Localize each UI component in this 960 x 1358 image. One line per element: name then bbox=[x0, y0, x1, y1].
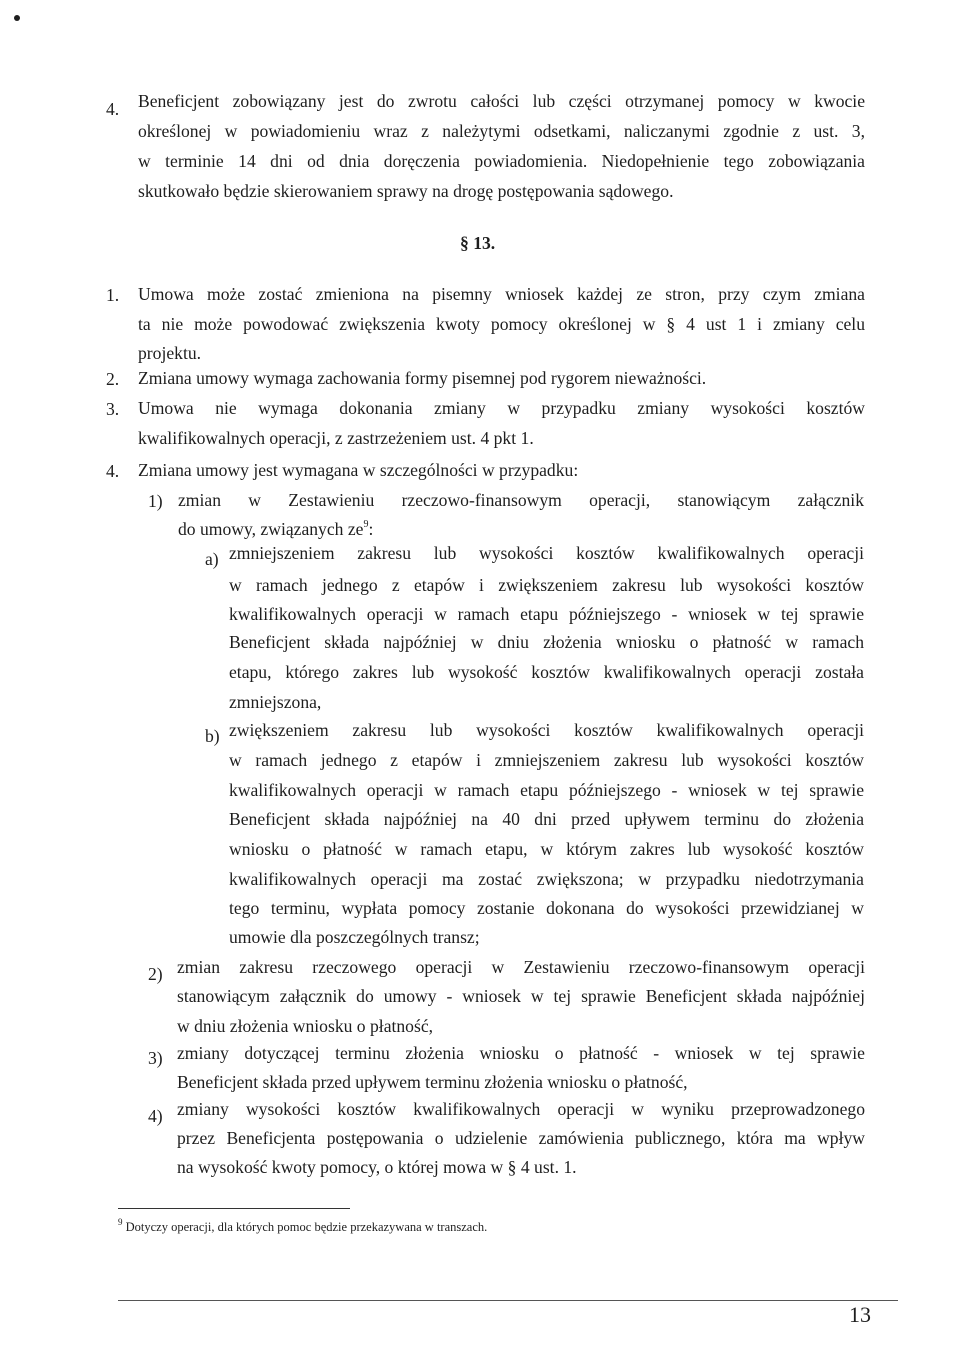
footnote-mark: 9 bbox=[118, 1216, 123, 1227]
section-heading: § 13. bbox=[460, 233, 496, 253]
paragraph-number: 4. bbox=[106, 461, 120, 481]
footnote-ref: 9 bbox=[363, 519, 369, 531]
text-line: zmiany dotyczącej terminu złożenia wniosku o płatność - wniosek w tej sprawie bbox=[177, 1043, 865, 1063]
text-line: zmiany wysokości kosztów kwalifikowalnych operacji w wyniku przeprowadzonego bbox=[177, 1099, 865, 1119]
page-footer-rule bbox=[118, 1300, 898, 1301]
text-line: kwalifikowalnych operacji ma zostać zwiększona; w przypadku niedotrzymania bbox=[229, 869, 864, 889]
footnote-text: Dotyczy operacji, dla których pomoc będzie przekazywana w transzach. bbox=[125, 1220, 488, 1234]
text-line: projektu. bbox=[138, 343, 202, 363]
text-span: do umowy, związanych ze bbox=[178, 519, 364, 539]
paragraph-number: 2. bbox=[106, 369, 120, 389]
text-line: Zmiana umowy wymaga zachowania formy pisemnej pod rygorem nieważności. bbox=[138, 368, 707, 388]
text-line: Beneficjent zobowiązany jest do zwrotu całości lub części otrzymanej pomocy w kwocie bbox=[138, 91, 865, 111]
text-line: w terminie 14 dni od dnia doręczenia powiadomienia. Niedopełnienie tego zobowiązania bbox=[138, 151, 865, 171]
text-line: zmniejszeniem zakresu lub wysokości kosztów kwalifikowalnych operacji bbox=[229, 543, 864, 563]
text-line: wniosku o płatność w ramach etapu, w którym zakres lub wysokość kosztów bbox=[229, 839, 864, 859]
text-line: na wysokość kwoty pomocy, o której mowa w § 4 ust. 1. bbox=[177, 1157, 577, 1177]
list-number: 3) bbox=[148, 1048, 163, 1068]
text-line: w ramach jednego z etapów i zwiększeniem zakresu lub wysokości kosztów bbox=[229, 575, 864, 595]
list-number: 1) bbox=[148, 491, 163, 511]
footnote bbox=[118, 1218, 487, 1236]
text-line: Beneficjent składa przed upływem terminu złożenia wniosku o płatność, bbox=[177, 1072, 688, 1092]
paragraph-number: 3. bbox=[106, 399, 120, 419]
text-line: kwalifikowalnych operacji w ramach etapu późniejszego - wniosek w tej sprawie bbox=[229, 604, 864, 624]
text-line: ta nie może powodować zwiększenia kwoty pomocy określonej w § 4 ust 1 i zmiany celu bbox=[138, 314, 865, 334]
text-line: stanowiącym załącznik do umowy - wniosek w tej sprawie Beneficjent składa najpóźniej bbox=[177, 986, 865, 1006]
paragraph-number: 1. bbox=[106, 285, 120, 305]
text-span: : bbox=[368, 519, 374, 539]
text-line: etapu, którego zakres lub wysokość kosztów kwalifikowalnych operacji została bbox=[229, 662, 864, 682]
text-line-with-footnote bbox=[178, 518, 373, 540]
text-line: zwiększeniem zakresu lub wysokości kosztów kwalifikowalnych operacji bbox=[229, 720, 864, 740]
list-number: 2) bbox=[148, 964, 163, 984]
text-line: tego terminu, wypłata pomocy zostanie dokonana do wysokości przewidzianej w bbox=[229, 898, 864, 918]
text-line: zmian w Zestawieniu rzeczowo-finansowym operacji, stanowiącym załącznik bbox=[178, 490, 864, 510]
text-line: kwalifikowalnych operacji, z zastrzeżeniem ust. 4 pkt 1. bbox=[138, 428, 534, 448]
text-line: Beneficjent składa najpóźniej w dniu złożenia wniosku o płatność w ramach bbox=[229, 632, 864, 652]
text-line: przez Beneficjenta postępowania o udzielenie zamówienia publicznego, która ma wpływ bbox=[177, 1128, 865, 1148]
list-letter: a) bbox=[205, 549, 219, 569]
text-line: kwalifikowalnych operacji w ramach etapu późniejszego - wniosek w tej sprawie bbox=[229, 780, 864, 800]
text-line: zmian zakresu rzeczowego operacji w Zestawieniu rzeczowo-finansowym operacji bbox=[177, 957, 865, 977]
list-number: 4) bbox=[148, 1106, 163, 1126]
text-line: Beneficjent składa najpóźniej na 40 dni przed upływem terminu do złożenia bbox=[229, 809, 864, 829]
text-line: określonej w powiadomieniu wraz z należytymi odsetkami, naliczanymi zgodnie z ust. 3, bbox=[138, 121, 865, 141]
scan-mark bbox=[14, 15, 20, 21]
list-letter: b) bbox=[205, 726, 220, 746]
text-line: Umowa może zostać zmieniona na pisemny wniosek każdej ze stron, przy czym zmiana bbox=[138, 284, 865, 304]
text-line: skutkowało będzie skierowaniem sprawy na drogę postępowania sądowego. bbox=[138, 181, 674, 201]
footnote-separator bbox=[118, 1208, 350, 1209]
text-line: w ramach jednego z etapów i zmniejszeniem zakresu lub wysokości kosztów bbox=[229, 750, 864, 770]
text-line: w dniu złożenia wniosku o płatność, bbox=[177, 1016, 434, 1036]
text-line: umowie dla poszczególnych transz; bbox=[229, 927, 480, 947]
page-number: 13 bbox=[849, 1302, 871, 1327]
paragraph-number: 4. bbox=[106, 99, 120, 119]
text-line: Umowa nie wymaga dokonania zmiany w przypadku zmiany wysokości kosztów bbox=[138, 398, 865, 418]
text-line: zmniejszona, bbox=[229, 692, 322, 712]
text-line: Zmiana umowy jest wymagana w szczególności w przypadku: bbox=[138, 460, 579, 480]
